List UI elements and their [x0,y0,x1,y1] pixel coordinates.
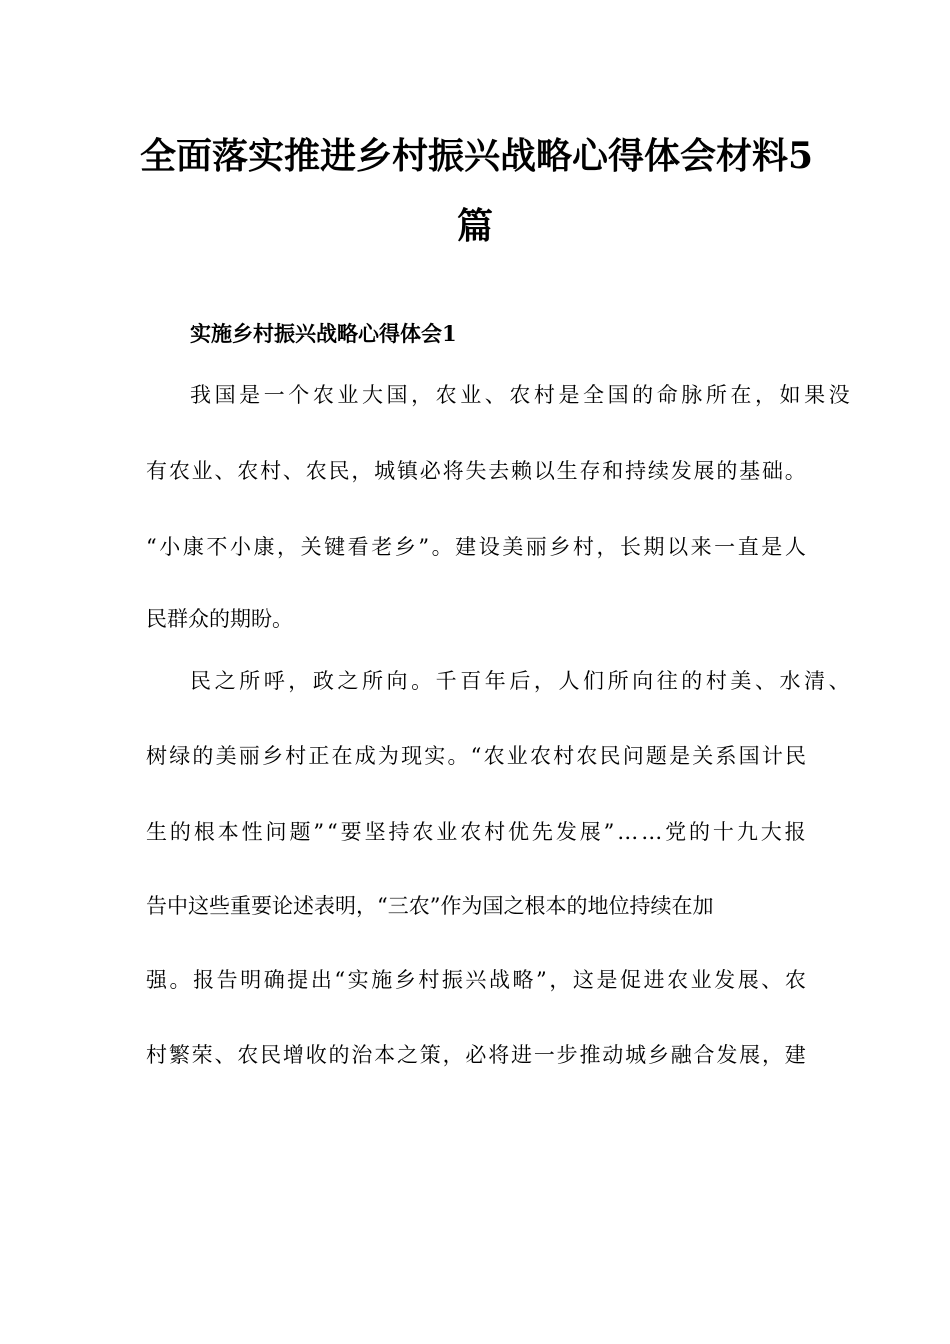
section-heading: 实施乡村振兴战略心得体会1 [190,321,457,346]
paragraph-2-line-5: 强 。 报 告 明 确 提 出 “ 实 施 乡 村 振 兴 战 略 ” ， 这 是 促 进 农 业 发 展 、 农 [146,968,806,992]
paragraph-1-line-4: 民群众的期盼。 [146,607,293,631]
paragraph-1-line-3: “ 小 康 不 小 康 ， 关 键 看 老 乡 ” 。 建 设 美 丽 乡 村 ， 长 期 以 来 一 直 是 人 [146,535,806,559]
paragraph-2-line-2: 树 绿 的 美 丽 乡 村 正 在 成 为 现 实 。 “ 农 业 农 村 农 民 问 题 是 关 系 国 计 民 [146,744,806,768]
paragraph-2-line-4: 告中这些重要论述表明，“三农”作为国之根本的地位持续在加 [146,894,714,918]
document-title-line-2: 篇 [456,205,493,247]
paragraph-2-line-3: 生 的 根 本 性 问 题 ” “ 要 坚 持 农 业 农 村 优 先 发 展 ” … … 党 的 十 九 大 报 [146,820,806,844]
paragraph-1-line-1: 我 国 是 一 个 农 业 大 国 ， 农 业 、 农 村 是 全 国 的 命 脉 所 在 ， 如 果 没 [190,383,850,407]
document-title-line-1: 全面落实推进乡村振兴战略心得体会材料5 [140,135,814,177]
paragraph-2-line-1: 民 之 所 呼 ， 政 之 所 向 。 千 百 年 后 ， 人 们 所 向 往 的 村 美 、 水 清 、 [190,669,850,693]
paragraph-1-line-2: 有 农 业 、 农 村 、 农 民 ， 城 镇 必 将 失 去 赖 以 生 存 和 持 续 发 展 的 基 础 。 [146,459,806,483]
paragraph-2-line-6: 村 繁 荣 、 农 民 增 收 的 治 本 之 策 ， 必 将 进 一 步 推 动 城 乡 融 合 发 展 ， 建 [146,1043,806,1067]
